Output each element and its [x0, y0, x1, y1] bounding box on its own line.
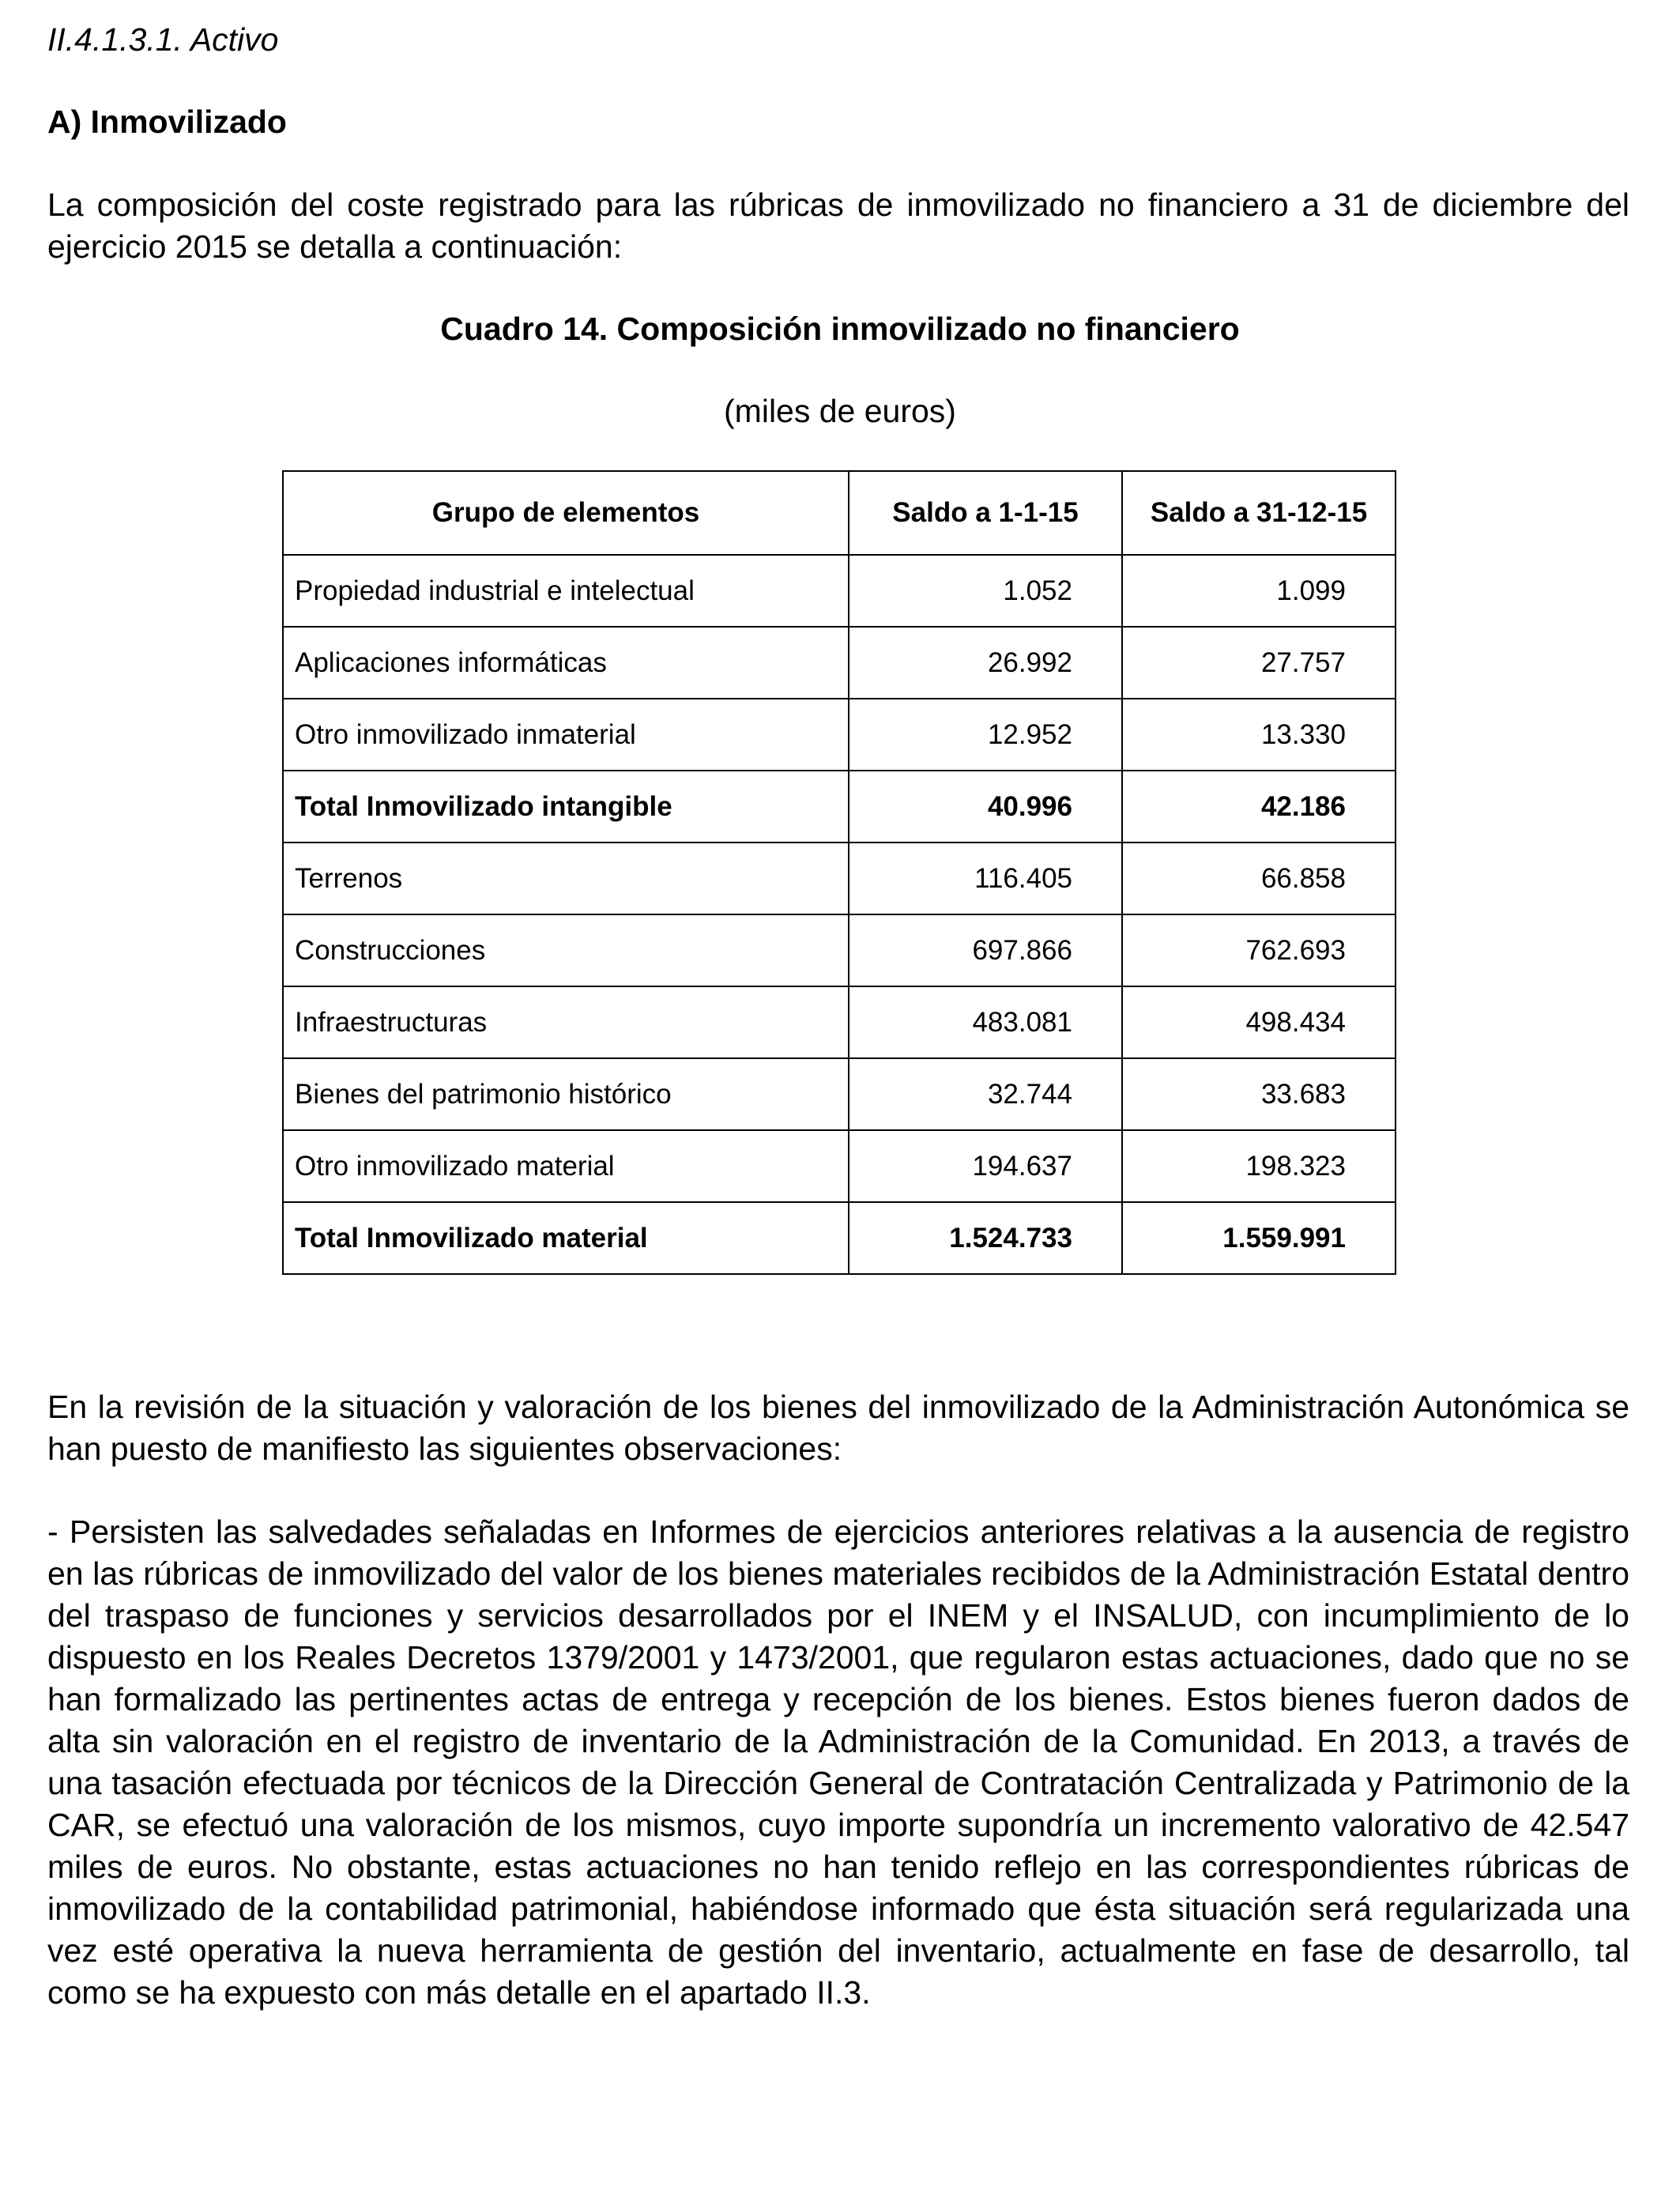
row-saldo-final: 1.559.991	[1122, 1202, 1396, 1274]
table-row	[283, 986, 1396, 1058]
row-saldo-inicial: 32.744	[849, 1058, 1122, 1130]
row-saldo-final: 33.683	[1122, 1058, 1396, 1130]
table-row	[283, 914, 1396, 986]
header-grupo: Grupo de elementos	[283, 471, 849, 555]
row-saldo-inicial: 12.952	[849, 699, 1122, 771]
row-label: Propiedad industrial e intelectual	[283, 555, 849, 627]
table-total-row	[283, 1202, 1396, 1274]
row-saldo-inicial: 1.052	[849, 555, 1122, 627]
observation-paragraph: - Persisten las salvedades señaladas en Informes de ejercicios anteriores relativas a la ausencia de registro en las rúbricas de inmovilizado del valor de los bienes materiales recibidos de la Administración Estatal dentro del traspaso de funciones y servicios desarrollados por el INEM y el INSALUD, con incumplimiento de lo dispuesto en los Reales Decretos 1379/2001 y 1473/2001, que regularon estas actuaciones, dado que no se han formalizado las pertinentes actas de entrega y recepción de los bienes. Estos bienes fueron dados de alta sin valoración en el registro de inventario de la Administración de la Comunidad. En 2013, a través de una tasación efectuada por técnicos de la Dirección General de Contratación Centralizada y Patrimonio de la CAR, se efectuó una valoración de los mismos, cuyo importe supondría un incremento valorativo de 42.547 miles de euros. No obstante, estas actuaciones no han tenido reflejo en las correspondientes rúbricas de inmovilizado de la contabilidad patrimonial, habiéndose informado que ésta situación será regularizada una vez esté operativa la nueva herramienta de gestión del inventario, actualmente en fase de desarrollo, tal como se ha expuesto con más detalle en el apartado II.3.	[47, 1514, 1629, 2011]
row-saldo-final: 1.099	[1122, 555, 1396, 627]
row-saldo-inicial: 40.996	[849, 771, 1122, 843]
row-saldo-final: 498.434	[1122, 986, 1396, 1058]
row-saldo-final: 198.323	[1122, 1130, 1396, 1202]
row-saldo-final: 66.858	[1122, 843, 1396, 914]
row-label: Total Inmovilizado material	[283, 1202, 849, 1274]
row-label: Otro inmovilizado material	[283, 1130, 849, 1202]
row-label: Total Inmovilizado intangible	[283, 771, 849, 843]
table-total-row	[283, 771, 1396, 843]
table-row	[283, 1130, 1396, 1202]
table-units: (miles de euros)	[724, 393, 956, 429]
table-title: Cuadro 14. Composición inmovilizado no financiero	[440, 311, 1240, 347]
table-row	[283, 843, 1396, 914]
row-saldo-final: 42.186	[1122, 771, 1396, 843]
row-label: Aplicaciones informáticas	[283, 627, 849, 699]
row-saldo-inicial: 483.081	[849, 986, 1122, 1058]
row-label: Otro inmovilizado inmaterial	[283, 699, 849, 771]
inmovilizado-table	[282, 470, 1396, 1275]
table-row	[283, 627, 1396, 699]
row-saldo-inicial: 194.637	[849, 1130, 1122, 1202]
row-saldo-inicial: 1.524.733	[849, 1202, 1122, 1274]
header-saldo-final: Saldo a 31-12-15	[1122, 471, 1396, 555]
row-label: Infraestructuras	[283, 986, 849, 1058]
row-saldo-inicial: 26.992	[849, 627, 1122, 699]
row-label: Bienes del patrimonio histórico	[283, 1058, 849, 1130]
row-saldo-final: 762.693	[1122, 914, 1396, 986]
row-label: Terrenos	[283, 843, 849, 914]
table-row	[283, 699, 1396, 771]
subsection-heading: A) Inmovilizado	[47, 104, 287, 140]
header-saldo-inicial: Saldo a 1-1-15	[849, 471, 1122, 555]
table-row	[283, 555, 1396, 627]
review-paragraph: En la revisión de la situación y valoración de los bienes del inmovilizado de la Administración Autonómica se han puesto de manifiesto las siguientes observaciones:	[47, 1389, 1629, 1467]
row-saldo-final: 27.757	[1122, 627, 1396, 699]
section-number-heading: II.4.1.3.1. Activo	[47, 21, 279, 58]
row-label: Construcciones	[283, 914, 849, 986]
row-saldo-inicial: 116.405	[849, 843, 1122, 914]
row-saldo-inicial: 697.866	[849, 914, 1122, 986]
intro-paragraph: La composición del coste registrado para las rúbricas de inmovilizado no financiero a 31 de diciembre del ejercicio 2015 se detalla a continuación:	[47, 187, 1629, 265]
table-row	[283, 1058, 1396, 1130]
row-saldo-final: 13.330	[1122, 699, 1396, 771]
table-header-row	[283, 471, 1396, 555]
